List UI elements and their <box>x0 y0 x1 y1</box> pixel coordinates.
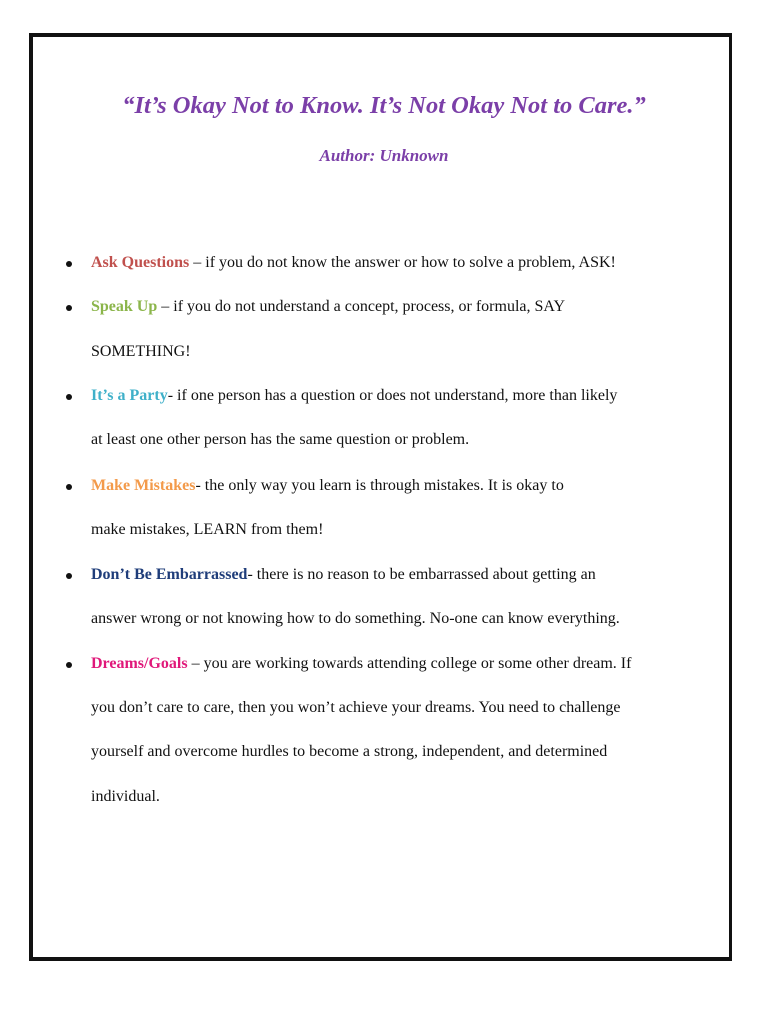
item-keyword: Ask Questions <box>91 254 190 271</box>
item-line: at least one other person has the same question or problem. <box>91 431 470 448</box>
item-text: – if you do not understand a concept, process, or formula, SAY <box>157 298 566 315</box>
bullet-icon <box>66 662 72 668</box>
item-line: individual. <box>91 788 160 805</box>
bullet-icon <box>66 261 72 267</box>
quote-title: “It’s Okay Not to Know. It’s Not Okay Not to Care.” <box>122 92 646 119</box>
item-keyword: Make Mistakes <box>91 477 196 494</box>
item-line: answer wrong or not knowing how to do something. No-one can know everything. <box>91 610 620 627</box>
item-line <box>91 565 596 585</box>
item-line <box>91 386 617 406</box>
item-keyword: Dreams/Goals <box>91 655 188 672</box>
bullet-icon <box>66 394 72 400</box>
bullet-icon <box>66 484 72 490</box>
item-text: - there is no reason to be embarrassed about getting an <box>247 566 596 583</box>
bullet-icon <box>66 305 72 311</box>
item-line: you don’t care to care, then you won’t achieve your dreams. You need to challenge <box>91 699 621 716</box>
item-text: - if one person has a question or does not understand, more than likely <box>167 387 618 404</box>
item-keyword: Speak Up <box>91 298 158 315</box>
item-line <box>91 297 565 317</box>
item-line <box>91 253 616 273</box>
item-keyword: Don’t Be Embarrassed <box>91 566 248 583</box>
item-line: make mistakes, LEARN from them! <box>91 521 324 538</box>
item-line <box>91 654 631 674</box>
item-text: – you are working towards attending college or some other dream. If <box>187 655 632 672</box>
item-text: - the only way you learn is through mistakes. It is okay to <box>195 477 564 494</box>
item-text: – if you do not know the answer or how to solve a problem, ASK! <box>189 254 616 271</box>
item-line: yourself and overcome hurdles to become a strong, independent, and determined <box>91 743 608 760</box>
item-line: SOMETHING! <box>91 343 191 360</box>
item-line <box>91 476 564 496</box>
quote-author: Author: Unknown <box>319 146 449 165</box>
item-keyword: It’s a Party <box>91 387 168 404</box>
bullet-icon <box>66 573 72 579</box>
